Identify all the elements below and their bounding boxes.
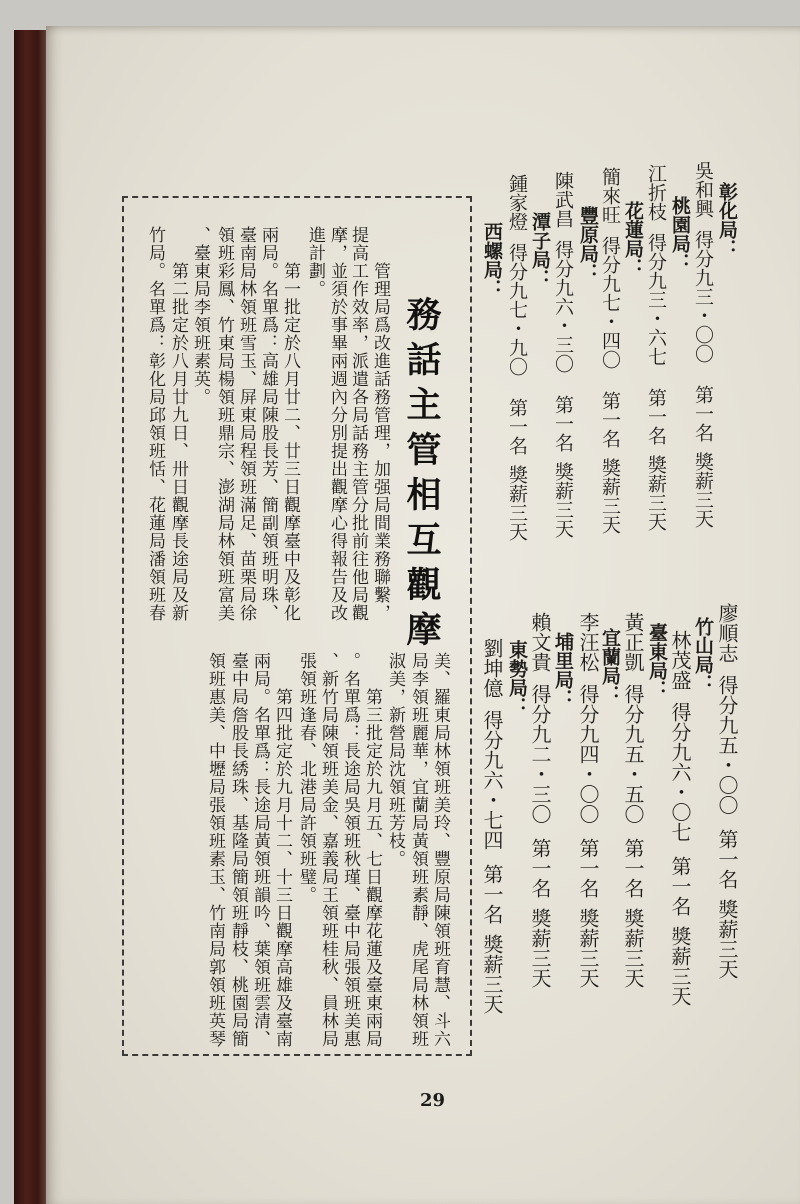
notice-text-column: 淑美，新營局沈領班芳枝。 [385,652,405,868]
award-rank: 第一名 [645,388,667,445]
award-score: 得分九七・四〇 [599,236,621,369]
award-rank: 第一名 [599,391,621,448]
award-reward: 獎薪三天 [621,908,645,988]
award-entry [530,612,550,988]
notice-text-column: 張領班逢春、北港局許領班璧。 [296,652,316,904]
award-rank: 第一名 [692,385,714,442]
award-name: 林茂盛 [668,630,692,690]
notice-text-column: 局李領班麗華，宜蘭局黃領班素靜、虎尾局林領班 [408,652,428,1048]
notice-text-column: 進計劃。 [305,226,325,298]
notice-text-column: 兩局。名單爲：高雄局陳股長芳、簡副領班明珠、 [258,226,278,622]
award-score: 得分九七・九〇 [506,243,528,376]
office-label: 東勢局： [506,640,528,716]
award-rank: 第一名 [668,856,692,916]
award-entry [646,164,665,531]
award-rank: 第一名 [621,838,645,898]
notice-text-column: 領班彩鳳、竹東局楊領班鼎宗、澎湖局林領班富美 [214,226,234,622]
notice-text-column: 第一批定於八月廿二、廿三日觀摩臺中及彰化 [280,262,300,622]
office-label: 花蓮局： [622,201,644,277]
notice-text-column: 摩，並須於事畢兩週內分別提出觀摩心得報告及改 [327,226,347,622]
notice-text-column: 領班惠美、中壢局張領班素玉、竹南局郭領班英琴 [205,652,225,1048]
notice-text-column: 臺中局詹股長綉珠、基隆局簡領班靜枝、桃園局簡 [228,652,248,1048]
award-reward: 獎薪三天 [528,908,552,988]
notice-text-column: 臺南局林領班雪玉、屏東局程領班滿足、苗栗局徐 [236,226,256,622]
award-reward: 獎薪三天 [576,908,600,988]
office-label: 竹山局： [692,617,714,693]
award-rank: 第一名 [480,864,504,924]
award-entry [578,612,598,988]
award-name: 陳武昌 [552,171,574,228]
award-entry [670,630,690,1006]
award-name: 廖順志 [715,603,739,663]
notice-text-column: 第三批定於九月五、七日觀摩花蓮及臺東兩局 [362,688,382,1048]
notice-text-column: 美、羅東局林領班美玲、豐原局陳領班育慧、斗六 [430,652,450,1048]
notice-text-column: 、新竹局陳領班美金、嘉義局王領班桂秋、員林局 [318,652,338,1048]
award-rank: 第一名 [552,395,574,452]
award-entry [600,167,619,534]
page-number: 29 [420,1090,446,1111]
award-entry [507,174,526,541]
award-rank: 第一名 [528,838,552,898]
office-label: 彰化局： [716,182,738,258]
office-label: 西螺局： [481,222,503,298]
notice-text-column: 兩局。名單爲：長途局黃領班韻吟、葉領班雲清、 [250,652,270,1048]
award-score: 得分九五・五〇 [621,684,645,824]
award-entry [482,638,502,1014]
award-name: 李汪松 [576,612,600,672]
award-reward: 獎薪三天 [599,458,621,534]
award-name: 吳和興 [692,161,714,218]
award-reward: 獎薪三天 [692,452,714,528]
award-reward: 獎薪三天 [645,455,667,531]
award-entry [693,161,712,528]
award-reward: 獎薪三天 [668,926,692,1006]
office-label: 豐原局： [577,206,599,282]
award-score: 得分九六・〇七 [668,702,692,842]
award-name: 簡來旺 [599,167,621,224]
award-score: 得分九五・〇〇 [715,675,739,815]
office-label: 埔里局： [552,632,574,708]
award-rank: 第一名 [576,838,600,898]
notice-box [122,196,472,1056]
award-name: 黃正凱 [621,612,645,672]
award-reward: 獎薪三天 [480,934,504,1014]
award-score: 得分九三・〇〇 [692,230,714,363]
award-score: 得分九六・七四 [480,710,504,850]
award-reward: 獎薪三天 [552,462,574,538]
award-reward: 獎薪三天 [506,465,528,541]
notice-text-column: 竹局。名單爲：彰化局邱領班恬、花蓮局潘領班春 [145,226,165,622]
award-score: 得分九四・〇〇 [576,684,600,824]
award-rank: 第一名 [506,398,528,455]
award-entry [623,612,643,988]
notice-text-column: 第二批定於八月廿九日、卅日觀摩長途局及新 [168,262,188,622]
award-rank: 第一名 [715,829,739,889]
notice-text-column: 。名單爲：長途局吳領班秋瑾、臺中局張領班美惠 [340,652,360,1048]
book-spine [14,30,48,1204]
notice-text-column: 、臺東局李領班素英。 [190,226,210,406]
notice-text-column: 第四批定於九月十二、十三日觀摩高雄及臺南 [272,688,292,1048]
award-list-upper [470,150,750,550]
award-name: 江折枝 [645,164,667,221]
award-list-lower [470,590,750,1020]
award-score: 得分九三・六七 [645,233,667,366]
award-score: 得分九六・三〇 [552,240,574,373]
notice-title: 務話主管相互觀摩 [401,296,442,656]
office-label: 臺東局： [646,623,668,699]
notice-text-column: 管理局爲改進話務管理，加强局間業務聯繫， [370,262,390,622]
office-label: 桃園局： [669,196,691,272]
award-entry [717,603,737,979]
notice-text-column: 提高工作效率，派遣各局話務主管分批前往他局觀 [348,226,368,622]
award-name: 劉坤億 [480,638,504,698]
office-label: 宜蘭局： [599,628,621,704]
office-label: 潭子局： [529,212,551,288]
award-score: 得分九二・三〇 [528,684,552,824]
book-page [46,26,800,1204]
award-reward: 獎薪三天 [715,899,739,979]
award-name: 賴文貴 [528,612,552,672]
award-entry [553,171,572,538]
award-name: 鍾家燈 [506,174,528,231]
